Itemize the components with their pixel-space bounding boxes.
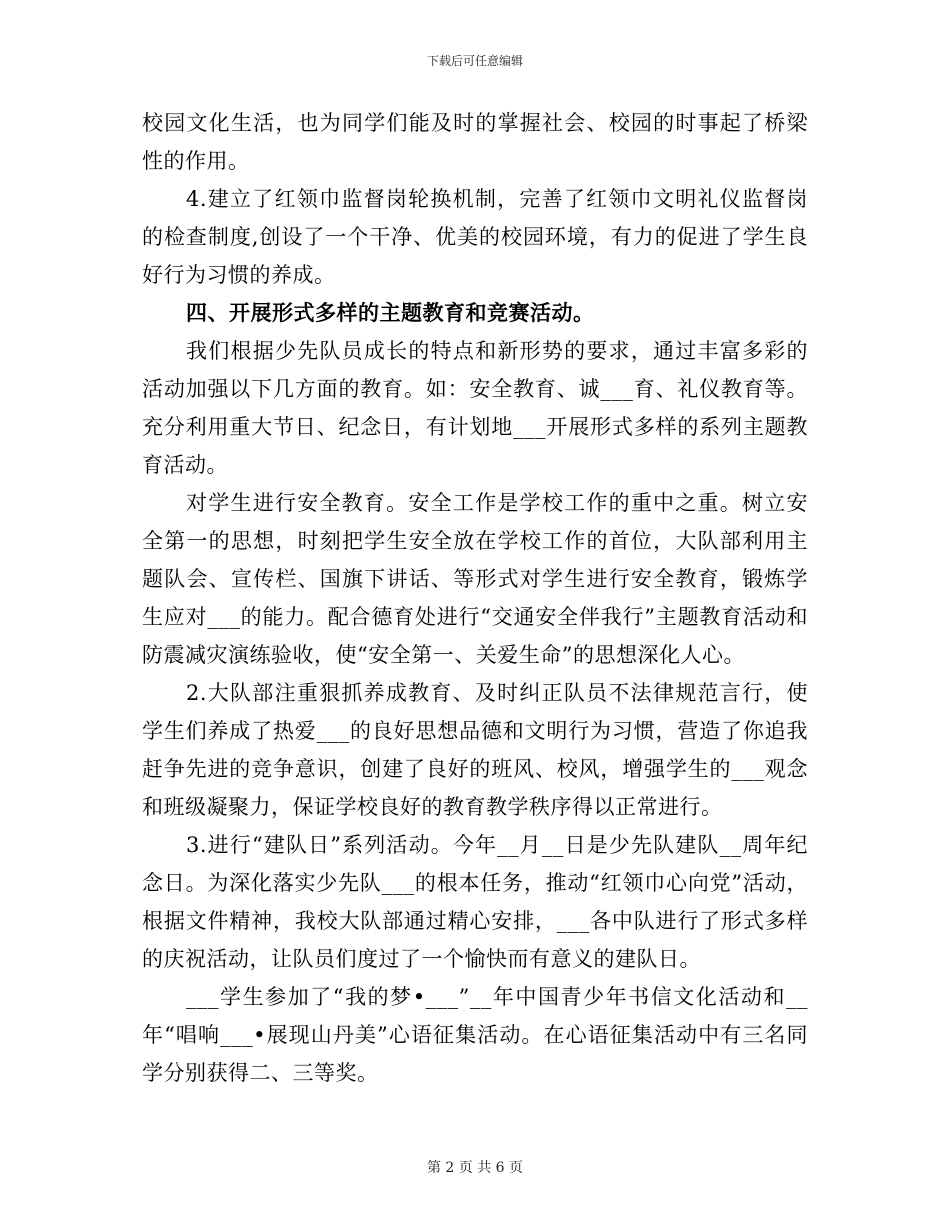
page-footer: 第 2 页 共 6 页 [426,1160,524,1176]
paragraph-5: 2.大队部注重狠抓养成教育、及时纠正队员不法律规范言行，使学生们养成了热爱___的良好思想品德和文明行为习惯，营造了你追我赶争先进的竞争意识，创建了良好的班风、校风，增强学生的___观念和班级凝聚力，保证学校良好的教育教学秩序得以正常进行。 [142,681,808,819]
paragraph-3: 我们根据少先队员成长的特点和新形势的要求，通过丰富多彩的活动加强以下几方面的教育。如：安全教育、诚___育、礼仪教育等。充分利用重大节日、纪念日，有计划地___开展形式多样的系列主题教育活动。 [142,339,808,477]
paragraph-1: 校园文化生活，也为同学们能及时的掌握社会、校园的时事起了桥梁性的作用。 [142,111,808,173]
section-heading: 四、开展形式多样的主题教育和竞赛活动。 [186,301,595,325]
page-header: 下载后可任意编辑 [426,54,523,68]
paragraph-2: 4.建立了红领巾监督岗轮换机制，完善了红领巾文明礼仪监督岗的检查制度,创设了一个干净、优美的校园环境，有力的促进了学生良好行为习惯的养成。 [142,187,808,287]
paragraph-4: 对学生进行安全教育。安全工作是学校工作的重中之重。树立安全第一的思想，时刻把学生安全放在学校工作的首位，大队部利用主题队会、宣传栏、国旗下讲话、等形式对学生进行安全教育，锻炼学生应对___的能力。配合德育处进行“交通安全伴我行”主题教育活动和防震减灾演练验收，使“安全第一、关爱生命”的思想深化人心。 [142,491,808,667]
paragraph-7: ___学生参加了“我的梦•___”__年中国青少年书信文化活动和__年“唱响___•展现山丹美”心语征集活动。在心语征集活动中有三名同学分别获得二、三等奖。 [142,985,808,1085]
paragraph-6: 3.进行“建队日”系列活动。今年__月__日是少先队建队__周年纪念日。为深化落实少先队___的根本任务，推动“红领巾心向党”活动，根据文件精神，我校大队部通过精心安排，___各中队进行了形式多样的庆祝活动，让队员们度过了一个愉快而有意义的建队日。 [142,833,808,971]
document-body [142,104,808,1092]
